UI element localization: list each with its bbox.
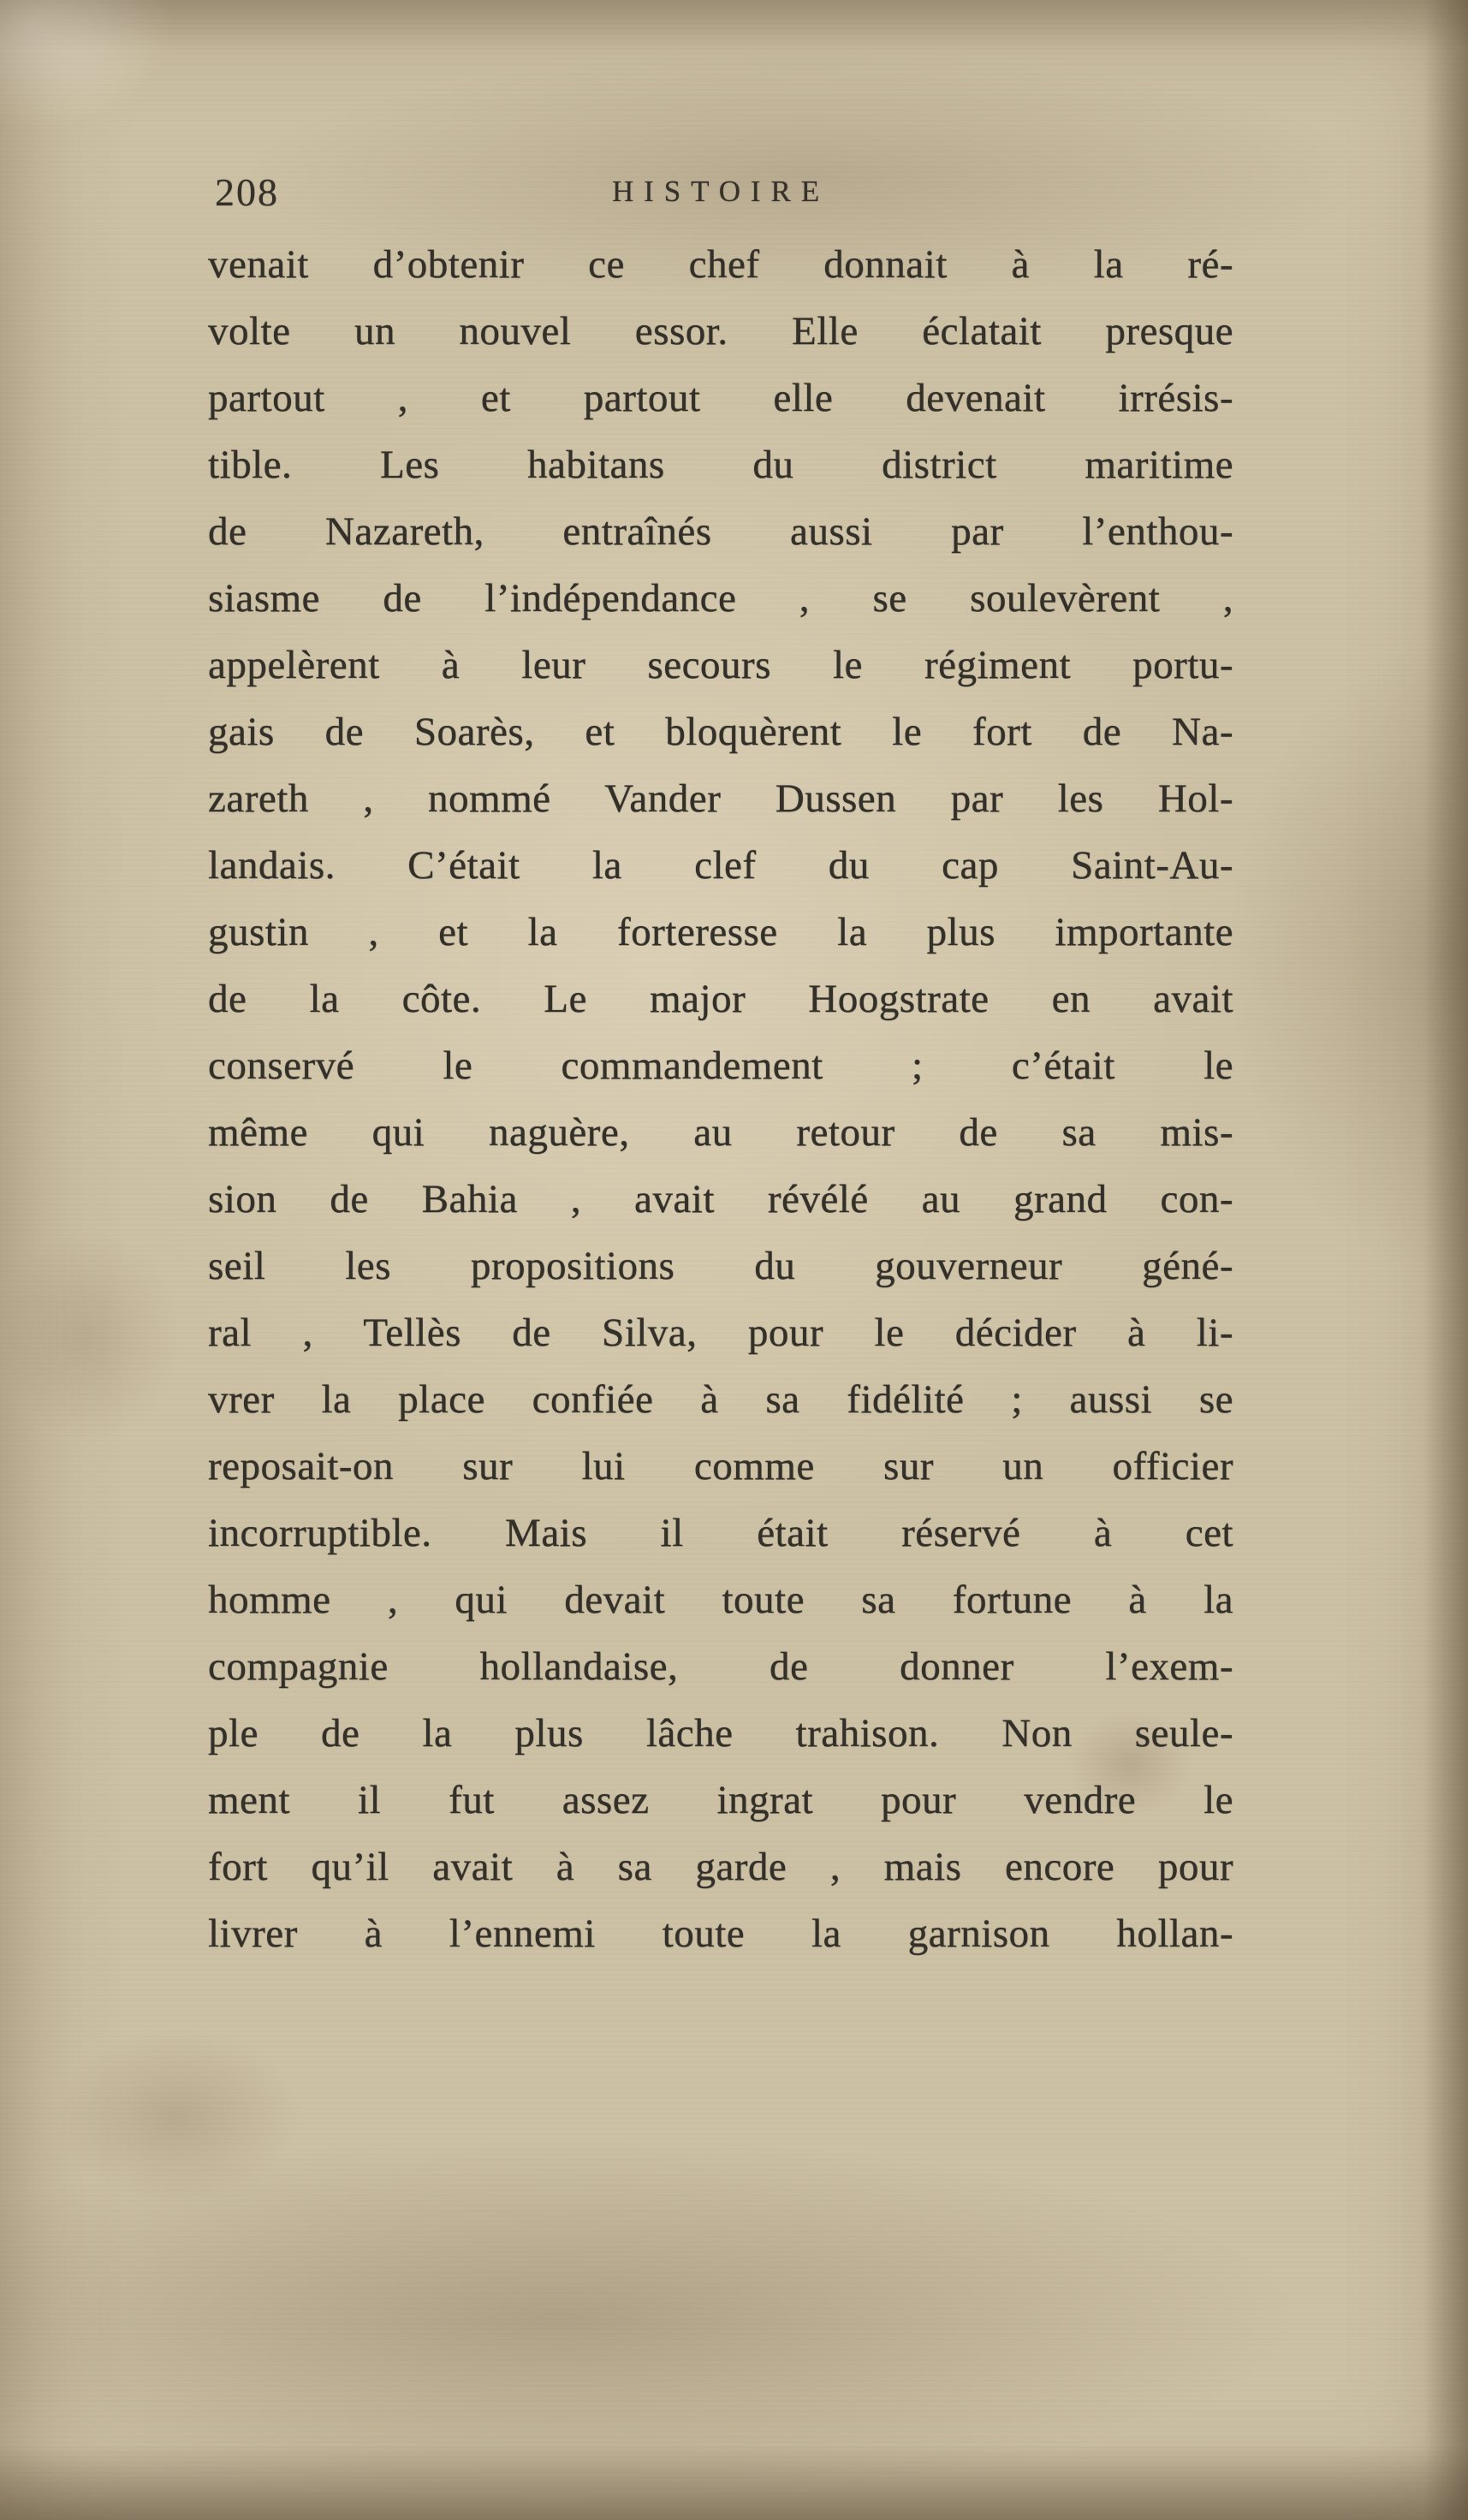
text-line: gustin , et la forteresse la plus importante bbox=[208, 910, 1233, 954]
page-header bbox=[208, 169, 1233, 229]
text-line: sion de Bahia , avait révélé au grand con- bbox=[208, 1177, 1233, 1221]
text-line: de la côte. Le major Hoogstrate en avait bbox=[208, 977, 1233, 1021]
text-line: gais de Soarès, et bloquèrent le fort de Na- bbox=[208, 710, 1233, 754]
text-line: landais. C’était la clef du cap Saint-Au- bbox=[208, 843, 1233, 888]
text-line: tible. Les habitans du district maritime bbox=[208, 443, 1233, 487]
text-line: homme , qui devait toute sa fortune à la bbox=[208, 1578, 1233, 1622]
text-line: compagnie hollandaise, de donner l’exem- bbox=[208, 1644, 1233, 1689]
page-number: 208 bbox=[215, 170, 279, 214]
text-line: seil les propositions du gouverneur géné- bbox=[208, 1244, 1233, 1288]
text-line: appelèrent à leur secours le régiment portu- bbox=[208, 643, 1233, 687]
text-line: de Nazareth, entraînés aussi par l’enthou- bbox=[208, 509, 1233, 554]
text-line: vrer la place confiée à sa fidélité ; aussi se bbox=[208, 1377, 1233, 1422]
text-line: conservé le commandement ; c’était le bbox=[208, 1043, 1233, 1088]
text-line: zareth , nommé Vander Dussen par les Hol- bbox=[208, 776, 1233, 821]
text-line: même qui naguère, au retour de sa mis- bbox=[208, 1110, 1233, 1155]
text-line: venait d’obtenir ce chef donnait à la ré- bbox=[208, 242, 1233, 287]
text-line: ment il fut assez ingrat pour vendre le bbox=[208, 1778, 1233, 1822]
text-line: siasme de l’indépendance , se soulevèrent , bbox=[208, 576, 1233, 621]
text-line: ral , Tellès de Silva, pour le décider à li- bbox=[208, 1311, 1233, 1355]
text-line: fort qu’il avait à sa garde , mais encore pour bbox=[208, 1845, 1233, 1889]
text-line: partout , et partout elle devenait irrésis- bbox=[208, 376, 1233, 420]
text-line: volte un nouvel essor. Elle éclatait presque bbox=[208, 309, 1233, 354]
text-line: incorruptible. Mais il était réservé à cet bbox=[208, 1511, 1233, 1555]
text-line: ple de la plus lâche trahison. Non seule- bbox=[208, 1711, 1233, 1756]
running-title: HISTOIRE bbox=[612, 175, 829, 208]
text-line: reposait-on sur lui comme sur un officier bbox=[208, 1444, 1233, 1489]
text-line: livrer à l’ennemi toute la garnison hollan- bbox=[208, 1911, 1233, 1956]
text-block bbox=[208, 231, 1233, 1967]
